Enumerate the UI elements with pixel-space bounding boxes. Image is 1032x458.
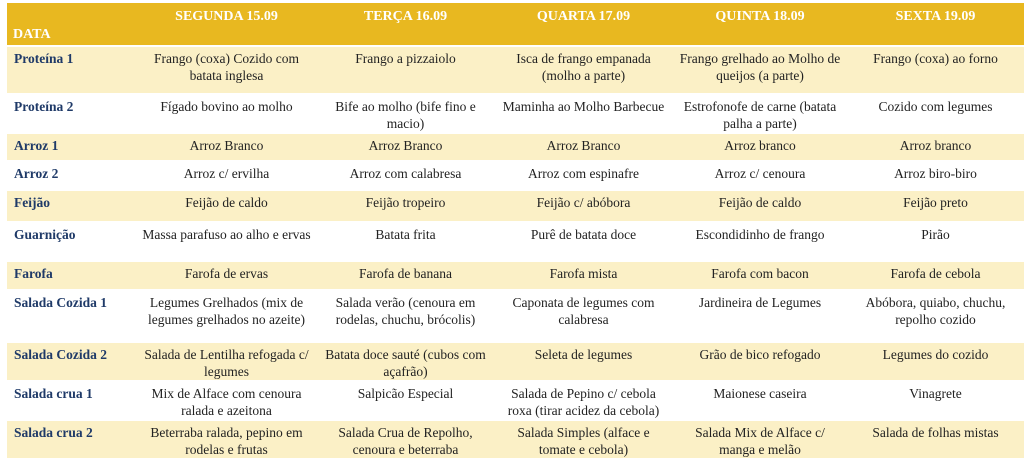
- table-cell: Escondidinho de frango: [673, 222, 847, 261]
- table-cell: Salada verão (cenoura em rodelas, chuchu, brócolis): [317, 290, 494, 342]
- day-header-label: TERÇA 16.09: [363, 9, 448, 24]
- row-label: Salada crua 1: [7, 381, 136, 420]
- day-header-label: QUARTA 17.09: [536, 9, 631, 24]
- table-cell: Beterraba ralada, pepino em rodelas e frutas: [136, 420, 317, 458]
- table-cell: Arroz com espinafre: [494, 161, 673, 190]
- table-row: [7, 222, 1024, 261]
- table-cell: Batata doce sauté (cubos com açafrão): [317, 342, 494, 381]
- table-row: [7, 133, 1024, 161]
- table-cell: Farofa mista: [494, 261, 673, 290]
- day-header: [317, 3, 494, 46]
- table-cell: Farofa de banana: [317, 261, 494, 290]
- table-row: [7, 420, 1024, 458]
- table-cell: Frango (coxa) Cozido com batata inglesa: [136, 46, 317, 94]
- table-cell: Maionese caseira: [673, 381, 847, 420]
- table-cell: Salada de Lentilha refogada c/ legumes: [136, 342, 317, 381]
- table-cell: Arroz c/ cenoura: [673, 161, 847, 190]
- table-cell: Pirão: [847, 222, 1024, 261]
- corner-label: DATA: [13, 27, 51, 42]
- row-label: Salada crua 2: [7, 420, 136, 458]
- table-cell: Feijão tropeiro: [317, 190, 494, 222]
- table-cell: Salada Simples (alface e tomate e cebola): [494, 420, 673, 458]
- table-cell: Salada Crua de Repolho, cenoura e beterraba: [317, 420, 494, 458]
- day-header: [847, 3, 1024, 46]
- corner-header: [7, 3, 136, 46]
- table-cell: Arroz c/ ervilha: [136, 161, 317, 190]
- table-cell: Feijão preto: [847, 190, 1024, 222]
- table-cell: Grão de bico refogado: [673, 342, 847, 381]
- table-row: [7, 190, 1024, 222]
- table-row: [7, 94, 1024, 133]
- table-cell: Farofa de ervas: [136, 261, 317, 290]
- table-cell: Frango (coxa) ao forno: [847, 46, 1024, 94]
- row-label: Feijão: [7, 190, 136, 222]
- table-cell: Arroz Branco: [317, 133, 494, 161]
- header-row: [7, 3, 1024, 46]
- table-cell: Seleta de legumes: [494, 342, 673, 381]
- row-label: Salada Cozida 2: [7, 342, 136, 381]
- table-cell: Feijão c/ abóbora: [494, 190, 673, 222]
- table-cell: Fígado bovino ao molho: [136, 94, 317, 133]
- row-label: Farofa: [7, 261, 136, 290]
- table-cell: Salada de Pepino c/ cebola roxa (tirar acidez da cebola): [494, 381, 673, 420]
- table-cell: Maminha ao Molho Barbecue: [494, 94, 673, 133]
- table-row: [7, 290, 1024, 342]
- day-header-label: SEGUNDA 15.09: [175, 9, 278, 24]
- table-cell: Mix de Alface com cenoura ralada e azeitona: [136, 381, 317, 420]
- table-cell: Isca de frango empanada (molho a parte): [494, 46, 673, 94]
- day-header: [136, 3, 317, 46]
- row-label: Salada Cozida 1: [7, 290, 136, 342]
- table-cell: Salpicão Especial: [317, 381, 494, 420]
- row-label: Arroz 2: [7, 161, 136, 190]
- day-header: [673, 3, 847, 46]
- table-cell: Cozido com legumes: [847, 94, 1024, 133]
- table-cell: Caponata de legumes com calabresa: [494, 290, 673, 342]
- table-cell: Estrofonofe de carne (batata palha a parte): [673, 94, 847, 133]
- table-row: [7, 46, 1024, 94]
- table-cell: Arroz Branco: [136, 133, 317, 161]
- table-row: [7, 261, 1024, 290]
- table-cell: Legumes Grelhados (mix de legumes grelhados no azeite): [136, 290, 317, 342]
- table-cell: Frango grelhado ao Molho de queijos (a parte): [673, 46, 847, 94]
- table-cell: Bife ao molho (bife fino e macio): [317, 94, 494, 133]
- table-cell: Frango a pizzaiolo: [317, 46, 494, 94]
- table-cell: Feijão de caldo: [136, 190, 317, 222]
- table-cell: Arroz Branco: [494, 133, 673, 161]
- table-cell: Farofa com bacon: [673, 261, 847, 290]
- table-cell: Jardineira de Legumes: [673, 290, 847, 342]
- table-cell: Vinagrete: [847, 381, 1024, 420]
- day-header-label: QUINTA 18.09: [715, 9, 805, 24]
- table-row: [7, 161, 1024, 190]
- table-cell: Feijão de caldo: [673, 190, 847, 222]
- table-row: [7, 342, 1024, 381]
- table-cell: Arroz branco: [847, 133, 1024, 161]
- row-label: Proteína 2: [7, 94, 136, 133]
- table-cell: Purê de batata doce: [494, 222, 673, 261]
- table-cell: Batata frita: [317, 222, 494, 261]
- table-row: [7, 381, 1024, 420]
- day-header: [494, 3, 673, 46]
- day-header-label: SEXTA 19.09: [895, 9, 976, 24]
- row-label: Arroz 1: [7, 133, 136, 161]
- table-cell: Salada Mix de Alface c/ manga e melão: [673, 420, 847, 458]
- table-cell: Farofa de cebola: [847, 261, 1024, 290]
- table-cell: Abóbora, quiabo, chuchu, repolho cozido: [847, 290, 1024, 342]
- row-label: Guarnição: [7, 222, 136, 261]
- table-cell: Massa parafuso ao alho e ervas: [136, 222, 317, 261]
- table-cell: Arroz branco: [673, 133, 847, 161]
- table-cell: Salada de folhas mistas: [847, 420, 1024, 458]
- table-cell: Legumes do cozido: [847, 342, 1024, 381]
- weekly-menu-table: [7, 3, 1024, 458]
- table-cell: Arroz com calabresa: [317, 161, 494, 190]
- table-cell: Arroz biro-biro: [847, 161, 1024, 190]
- row-label: Proteína 1: [7, 46, 136, 94]
